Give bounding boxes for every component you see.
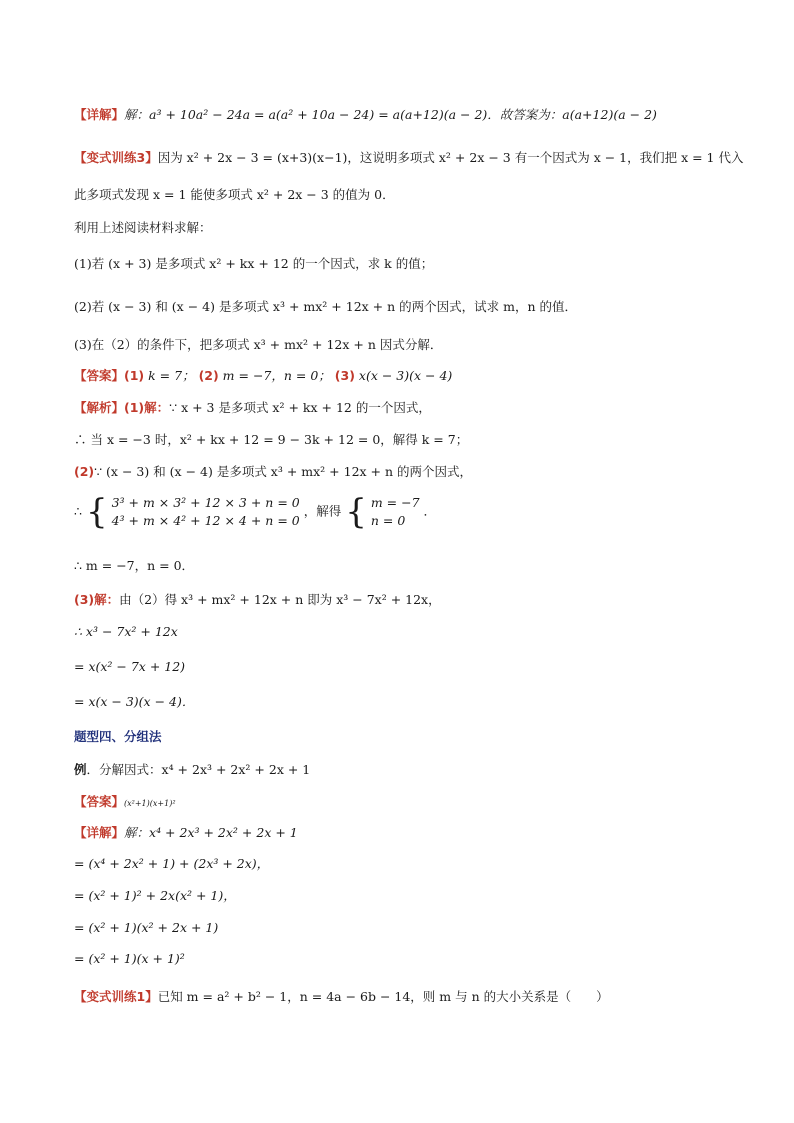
heading-grouping: 题型四、分组法 [74,729,162,744]
analysis-line-3-start [74,590,754,610]
example-detail-line [74,823,754,843]
analysis-text-3: ∵ (x − 3) 和 (x − 4) 是多项式 x³ + mx² + 12x + n 的两个因式， [94,464,473,479]
left-brace-1: { [85,492,108,532]
factor-step-2: = x(x² − 7x + 12) [74,659,186,674]
analysis-text-4: 由（2）得 x³ + mx² + 12x + n 即为 x³ − 7x² + 12x， [119,592,441,607]
system-end: ． [423,503,437,519]
example-answer-text: (x²+1)(x+1)² [124,799,176,808]
question-1: (1)若 (x + 3) 是多项式 x² + kx + 12 的一个因式，求 k 的值； [74,256,434,271]
analysis-text-1: ∵ x + 3 是多项式 x² + kx + 12 的一个因式， [169,400,431,415]
group-step-4: = (x² + 1)(x + 1)² [74,951,185,966]
group-step-3: = (x² + 1)(x² + 2x + 1) [74,920,219,935]
question-3: (3)在（2）的条件下，把多项式 x³ + mx² + 12x + n 因式分解． [74,337,443,352]
example-detail-text: 解：x⁴ + 2x³ + 2x² + 2x + 1 [124,825,298,840]
system-result-2: n = 0 [370,513,406,528]
left-brace-2: { [345,492,367,532]
system-eq-1: 3³ + m × 3² + 12 × 3 + n = 0 [111,495,300,510]
reading-material-line: 利用上述阅读材料求解： [74,220,212,235]
section-heading [74,727,754,747]
analysis-part-1: (1)解： [124,400,170,415]
example-answer-tag: 【答案】 [74,794,125,809]
example-label: 例 [74,762,87,777]
group-step-1: = (x⁴ + 2x² + 1) + (2x³ + 2x)， [74,856,270,871]
system-equations [112,494,300,530]
answer-tag: 【答案】 [74,368,125,383]
variant-3-cont: 此多项式发现 x = 1 能使多项式 x² + 2x − 3 的值为 0． [74,187,395,202]
answer-value-2: m = −7，n = 0； [222,368,331,383]
variant-1-line [74,987,754,1007]
variant-3-line [74,148,754,168]
question-2: (2)若 (x − 3) 和 (x − 4) 是多项式 x³ + mx² + 12x + n 的两个因式，试求 m，n 的值． [74,299,577,314]
answer-line [74,366,754,386]
analysis-line-3 [74,462,754,482]
answer-value-1: k = 7； [148,368,195,383]
system-solve-label: ，解得 [303,503,342,519]
analysis-line-2: ∴ 当 x = −3 时，x² + kx + 12 = 9 − 3k + 12 = 0，解得 k = 7； [74,432,469,447]
detail-tag: 【详解】 [74,107,125,122]
variant-1-text: 已知 m = a² + b² − 1，n = 4a − 6b − 14，则 m 与 n 的大小关系是（ ） [157,989,609,1004]
analysis-line-1 [74,398,754,418]
answer-label-1: (1) [124,368,145,383]
system-result-1: m = −7 [370,495,420,510]
equation-system [74,494,436,530]
example-answer-line [74,792,754,814]
system-eq-2: 4³ + m × 4² + 12 × 4 + n = 0 [111,513,300,528]
factor-step-3: = x(x − 3)(x − 4)． [74,694,195,709]
analysis-conclusion-2: ∴ m = −7，n = 0． [74,558,195,573]
variant-3-text: 因为 x² + 2x − 3 = (x+3)(x−1)，这说明多项式 x² + 2x − 3 有一个因式为 x − 1，我们把 x = 1 代入 [157,150,744,165]
variant-3-tag: 【变式训练3】 [74,150,158,165]
example-line [74,760,754,780]
group-step-2: = (x² + 1)² + 2x(x² + 1)， [74,888,236,903]
example-text: ．分解因式：x⁴ + 2x³ + 2x² + 2x + 1 [86,762,311,777]
answer-label-3: (3) [334,368,355,383]
example-detail-tag: 【详解】 [74,825,125,840]
factor-step-1: ∴ x³ − 7x² + 12x [74,624,178,639]
detail-text: 解：a³ + 10a² − 24a = a(a² + 10a − 24) = a(a+12)(a − 2)．故答案为：a(a+12)(a − 2) [124,107,657,122]
detail-line-1 [74,105,754,125]
answer-label-2: (2) [198,368,219,383]
variant-1-tag: 【变式训练1】 [74,989,158,1004]
answer-value-3: x(x − 3)(x − 4) [358,368,453,383]
analysis-part-2: (2) [74,464,95,479]
analysis-part-3: (3)解： [74,592,120,607]
therefore-symbol: ∴ [74,503,82,519]
system-results [371,494,420,530]
analysis-tag: 【解析】 [74,400,125,415]
